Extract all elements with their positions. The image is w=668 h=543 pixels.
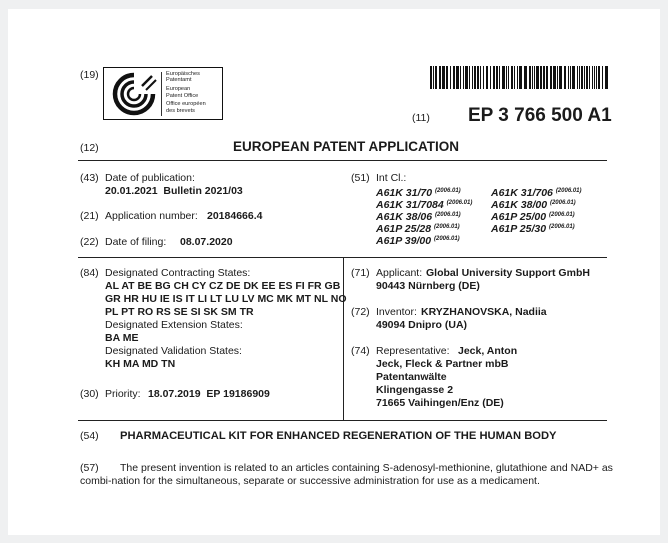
logo-text	[166, 71, 206, 114]
ipc-class-item: A61K 31/70 $^{(2006.01)}$	[376, 187, 461, 199]
validation-states-label: Designated Validation States:	[105, 345, 242, 357]
logo-line-de-1: Europäisches	[166, 71, 200, 77]
ipc-class-item: A61P 25/28 $^{(2006.01)}$	[376, 223, 460, 235]
inid-code-43: (43)	[80, 172, 99, 184]
representative-line: Klingengasse 2	[376, 384, 454, 396]
publication-number: EP 3 766 500 A1	[468, 105, 612, 126]
representative-line: Jeck, Fleck & Partner mbB	[376, 358, 509, 370]
inid-code-51: (51)	[351, 172, 370, 184]
ipc-class-item: A61P 39/00 $^{(2006.01)}$	[376, 235, 460, 247]
barcode	[430, 66, 610, 89]
ipc-class-item: A61K 38/06 $^{(2006.01)}$	[376, 211, 461, 223]
contracting-states-line: AL AT BE BG CH CY CZ DE DK EE ES FI FR GB	[105, 280, 341, 292]
inid-code-72: (72)	[351, 306, 370, 318]
logo-line-en-2: Patent Office	[166, 92, 199, 99]
divider-bottom	[78, 420, 607, 421]
contracting-states-line: GR HR HU IE IS IT LI LT LU LV MC MK MT NL NO	[105, 293, 347, 305]
document-type: EUROPEAN PATENT APPLICATION	[233, 139, 460, 154]
priority-label: Priority:	[105, 388, 141, 400]
contracting-states-label: Designated Contracting States:	[105, 267, 251, 279]
validation-states-value: KH MA MD TN	[105, 358, 176, 370]
representative-label: Representative:	[376, 345, 450, 357]
logo-line-en-1: European	[166, 86, 191, 93]
application-number-label: Application number:	[105, 210, 198, 222]
inid-code-22: (22)	[80, 236, 99, 248]
inid-code-71: (71)	[351, 267, 370, 279]
inid-code-19: (19)	[80, 69, 99, 81]
column-divider	[343, 257, 344, 420]
inid-code-30: (30)	[80, 388, 99, 400]
logo-line-fr-1: Office européen	[166, 101, 206, 108]
applicant-label: Applicant:	[376, 267, 423, 279]
ipc-class-item: A61P 25/30 $^{(2006.01)}$	[491, 223, 575, 235]
inid-code-21: (21)	[80, 210, 99, 222]
inid-code-84: (84)	[80, 267, 99, 279]
priority-value: 18.07.2019 EP 19186909	[148, 388, 270, 400]
logo-line-fr-2: des brevets	[166, 107, 195, 114]
epo-logo-icon	[112, 72, 158, 116]
epo-logo	[103, 67, 223, 120]
applicant-name: Global University Support GmbH	[426, 267, 590, 279]
divider-top	[78, 160, 607, 161]
abstract-line-2: combi-nation for the simultaneous, separate or successive administration for use as a medicament.	[80, 475, 540, 487]
invention-title: PHARMACEUTICAL KIT FOR ENHANCED REGENERATION OF THE HUMAN BODY	[120, 430, 557, 442]
filing-date-label: Date of filing:	[105, 236, 167, 248]
contracting-states-line: PL PT RO RS SE SI SK SM TR	[105, 306, 254, 318]
extension-states-value: BA ME	[105, 332, 139, 344]
inid-code-54: (54)	[80, 430, 99, 442]
representative-line: Patentanwälte	[376, 371, 447, 383]
inventor-name: KRYZHANOVSKA, Nadiia	[421, 306, 547, 318]
inid-code-11: (11)	[412, 112, 430, 124]
logo-divider	[161, 72, 162, 116]
inventor-label: Inventor:	[376, 306, 417, 318]
application-number-value: 20184666.4	[207, 210, 263, 222]
filing-date-value: 08.07.2020	[180, 236, 233, 248]
ipc-class-item: A61P 25/00 $^{(2006.01)}$	[491, 211, 575, 223]
inid-code-12: (12)	[80, 142, 99, 154]
publication-date-label: Date of publication:	[105, 172, 195, 184]
ipc-class-item: A61K 31/706 $^{(2006.01)}$	[491, 187, 582, 199]
representative-name: Jeck, Anton	[458, 345, 518, 357]
inventor-address: 49094 Dnipro (UA)	[376, 319, 468, 331]
applicant-address: 90443 Nürnberg (DE)	[376, 280, 480, 292]
int-cl-label: Int Cl.:	[376, 172, 407, 184]
logo-line-de-2: Patentamt	[166, 77, 192, 84]
ipc-class-item: A61K 31/7084 $^{(2006.01)}$	[376, 199, 473, 211]
ipc-class-item: A61K 38/00 $^{(2006.01)}$	[491, 199, 576, 211]
representative-line: 71665 Vaihingen/Enz (DE)	[376, 397, 504, 409]
inid-code-74: (74)	[351, 345, 370, 357]
publication-date-value: 20.01.2021 Bulletin 2021/03	[105, 185, 243, 197]
inid-code-57: (57)	[80, 462, 99, 474]
extension-states-label: Designated Extension States:	[105, 319, 243, 331]
abstract-line-1: The present invention is related to an articles containing S-adenosyl-methionine, glutathione and NAD+ as	[120, 462, 613, 474]
